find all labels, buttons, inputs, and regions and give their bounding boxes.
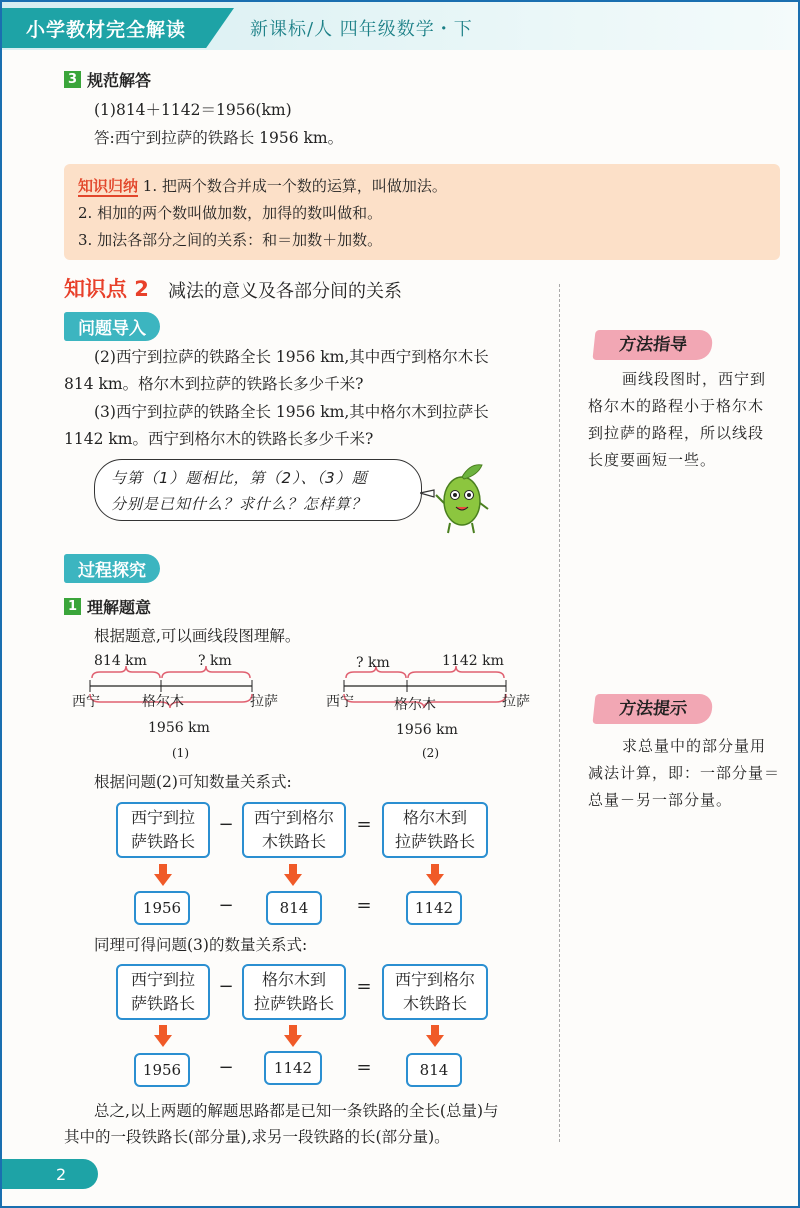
- relation3-lead: 同理可得问题(3)的数量关系式:: [94, 936, 308, 954]
- r3-box3-l2: 木铁路长: [402, 994, 467, 1013]
- q2-line1: (2)西宁到拉萨的铁路全长 1956 km,其中西宁到格尔木长: [94, 348, 489, 366]
- r2-num-minus: −: [218, 895, 234, 916]
- summary-item1: 1. 把两个数合并成一个数的运算，叫做加法。: [138, 177, 447, 195]
- d2-left: 西宁: [326, 694, 354, 710]
- side2-l2: 减法计算，即：一部分量＝: [588, 764, 781, 782]
- summary-label: 知识归纳: [78, 177, 139, 195]
- section-title: 减法的意义及各部分间的关系: [168, 281, 402, 302]
- r2-num-equals: =: [356, 895, 372, 916]
- d1-mid: 格尔木: [142, 694, 184, 710]
- conclusion-line1: 总之,以上两题的解题思路都是已知一条铁路的全长(总量)与: [94, 1102, 499, 1120]
- d1-caption: (1): [172, 746, 189, 760]
- side2-l3: 总量－另一部分量。: [588, 791, 733, 809]
- d1-left: 西宁: [72, 694, 100, 710]
- side2-tag: 方法提示: [592, 694, 713, 724]
- down-arrow-icon: [154, 864, 172, 886]
- r2-num-result: 1142: [406, 891, 462, 925]
- mascot-icon: [420, 457, 500, 537]
- r2-box-result: [382, 802, 488, 858]
- r2-num-part: 814: [266, 891, 322, 925]
- r3-box2-l1: 格尔木到: [261, 970, 326, 989]
- side1-l3: 到拉萨的路程，所以线段: [588, 424, 765, 442]
- book-subtitle: 新课标/人 四年级数学・下: [250, 19, 473, 40]
- r2-box3-l2: 拉萨铁路长: [394, 832, 475, 851]
- side1-l4: 长度要画短一些。: [588, 451, 717, 469]
- explore-lead: 根据题意,可以画线段图理解。: [94, 627, 301, 645]
- down-arrow-icon: [284, 1025, 302, 1047]
- intro-pill: 问题导入: [64, 312, 160, 341]
- r3-box1-l1: 西宁到拉: [130, 970, 195, 989]
- r3-num-result: 814: [406, 1053, 462, 1087]
- down-arrow-icon: [154, 1025, 172, 1047]
- r3-box-part: [242, 964, 346, 1020]
- explore-pill: 过程探究: [64, 554, 160, 583]
- step3-heading: [64, 68, 151, 91]
- r3-num-part: 1142: [264, 1051, 322, 1085]
- r3-num-equals: =: [356, 1057, 372, 1078]
- down-arrow-icon: [426, 1025, 444, 1047]
- bubble-line1: 与第（1）题相比，第（2）、（3）题: [111, 469, 368, 487]
- d1-right: 拉萨: [250, 694, 278, 710]
- r3-num-total: 1956: [134, 1053, 190, 1087]
- section-label: 知识点 2: [64, 277, 149, 301]
- relation2-lead: 根据问题(2)可知数量关系式:: [94, 773, 292, 791]
- r2-equals: =: [356, 814, 372, 835]
- step3-title: 规范解答: [87, 71, 152, 90]
- r3-box1-l2: 萨铁路长: [130, 994, 195, 1013]
- d2-top-right: 1142 km: [442, 653, 504, 669]
- r3-box3-l1: 西宁到格尔: [394, 970, 475, 989]
- d2-total: 1956 km: [396, 722, 458, 738]
- step3-line2: 答:西宁到拉萨的铁路长 1956 km。: [94, 129, 344, 147]
- r3-box-result: [382, 964, 488, 1020]
- r2-box2-l2: 木铁路长: [261, 832, 326, 851]
- footer-tab: [2, 1159, 98, 1189]
- d1-top-left: 814 km: [94, 653, 147, 669]
- d2-caption: (2): [422, 746, 439, 760]
- step3-line1: (1)814＋1142＝1956(km): [94, 101, 292, 119]
- r3-minus: −: [218, 976, 234, 997]
- down-arrow-icon: [426, 864, 444, 886]
- side1-tag: 方法指导: [592, 330, 713, 360]
- column-divider: [559, 284, 560, 1142]
- page-number: 2: [56, 1165, 67, 1184]
- step1-badge: 1: [64, 598, 81, 615]
- d1-top-right: ? km: [198, 653, 232, 669]
- speech-bubble: [94, 459, 422, 521]
- q2-line2: 814 km。格尔木到拉萨的铁路长多少千米?: [64, 375, 364, 393]
- r3-box2-l2: 拉萨铁路长: [253, 994, 334, 1013]
- r2-minus: −: [218, 814, 234, 835]
- r2-box-total: [116, 802, 210, 858]
- d2-top-left: ? km: [356, 655, 390, 671]
- step3-badge: 3: [64, 71, 81, 88]
- step1-heading: [64, 595, 151, 618]
- r3-equals: =: [356, 976, 372, 997]
- d1-total: 1956 km: [148, 720, 210, 736]
- r2-num-total: 1956: [134, 891, 190, 925]
- book-title: 小学教材完全解读: [26, 19, 187, 41]
- conclusion-line2: 其中的一段铁路长(部分量),求另一段铁路的长(部分量)。: [64, 1128, 450, 1146]
- d2-right: 拉萨: [502, 694, 530, 710]
- q3-line2: 1142 km。西宁到格尔木的铁路长多少千米?: [64, 430, 374, 448]
- summary-line1: [78, 174, 447, 198]
- r2-box-part: [242, 802, 346, 858]
- r2-box1-l1: 西宁到拉: [130, 808, 195, 827]
- side1-l2: 格尔木的路程小于格尔木: [588, 397, 765, 415]
- summary-item2: 2. 相加的两个数叫做加数，加得的数叫做和。: [78, 204, 383, 222]
- side2-l1: 求总量中的部分量用: [622, 737, 767, 755]
- r2-box3-l1: 格尔木到: [402, 808, 467, 827]
- down-arrow-icon: [284, 864, 302, 886]
- summary-item3: 3. 加法各部分之间的关系：和＝加数＋加数。: [78, 231, 383, 249]
- step1-title: 理解题意: [87, 598, 152, 617]
- r3-num-minus: −: [218, 1057, 234, 1078]
- d2-mid: 格尔木: [394, 697, 436, 713]
- r2-box1-l2: 萨铁路长: [130, 832, 195, 851]
- q3-line1: (3)西宁到拉萨的铁路全长 1956 km,其中格尔木到拉萨长: [94, 403, 489, 421]
- r2-box2-l1: 西宁到格尔: [253, 808, 334, 827]
- r3-box-total: [116, 964, 210, 1020]
- side1-l1: 画线段图时，西宁到: [622, 370, 767, 388]
- bubble-line2: 分别是已知什么？求什么？怎样算？: [111, 495, 368, 513]
